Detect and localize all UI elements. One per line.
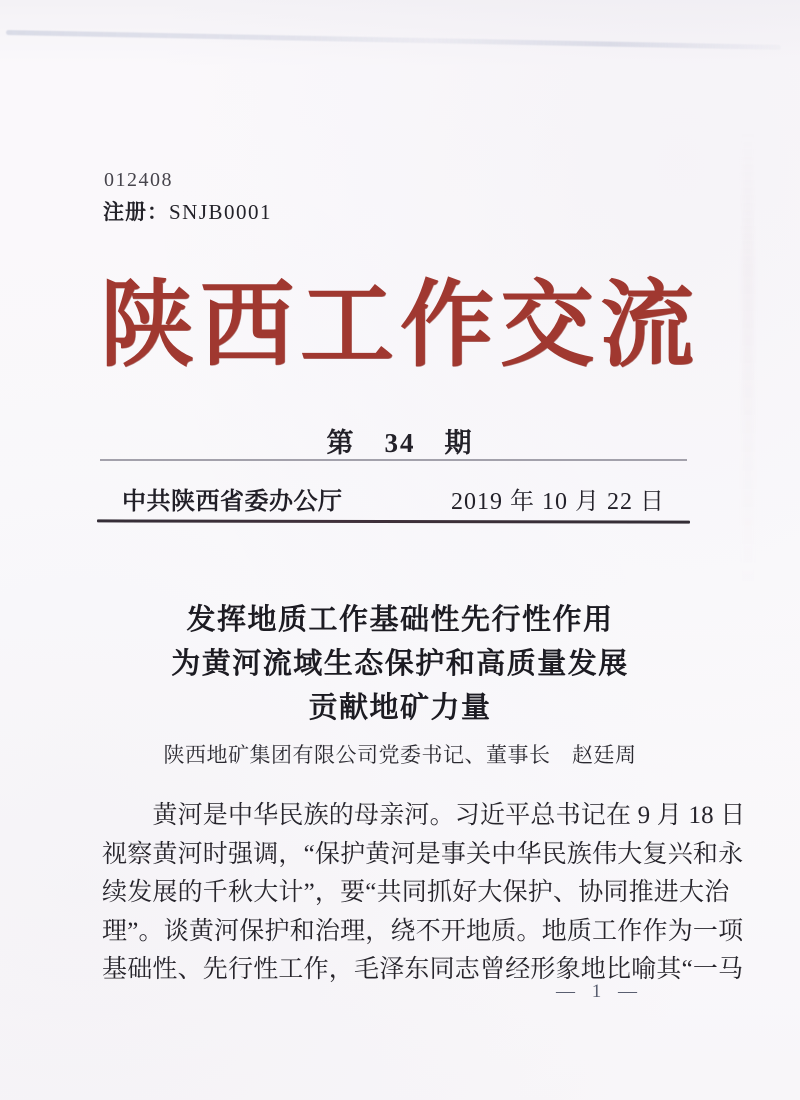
registration-label: 注册： (103, 200, 169, 224)
article-title-line-3: 贡献地矿力量 (308, 692, 492, 724)
registration-line (103, 196, 272, 226)
article-byline: 陕西地矿集团有限公司党委书记、董事长 赵廷周 (163, 743, 637, 767)
header-rule-thick (97, 519, 690, 523)
body-line-2: 视察黄河时强调，“保护黄河是事关中华民族伟大复兴和永 (102, 840, 744, 868)
header-rule-thin (100, 459, 687, 461)
document-serial-number: 012408 (104, 169, 173, 191)
publisher-row (100, 478, 689, 518)
body-line-3: 续发展的千秋大计”，要“共同抓好大保护、协同推进大治 (102, 879, 730, 907)
article-title-line-2: 为黄河流域生态保护和高质量发展 (171, 648, 629, 680)
article-body (102, 797, 746, 990)
body-line-5: 基础性、先行性工作，毛泽东同志曾经形象地比喻其“一马 (102, 956, 744, 984)
page-number: — 1 — (556, 981, 643, 1002)
article-title (0, 598, 800, 730)
publication-date: 2019 年 10 月 22 日 (451, 488, 665, 515)
issue-number: 第 34 期 (326, 428, 474, 458)
article-title-line-1: 发挥地质工作基础性先行性作用 (186, 604, 614, 636)
body-line-1: 黄河是中华民族的母亲河。习近平总书记在 9 月 18 日 (102, 802, 746, 829)
body-line-4: 理”。谈黄河保护和治理，绕不开地质。地质工作作为一项 (102, 917, 744, 945)
newsletter-title: 陕西工作交流 (99, 274, 700, 378)
scan-fold-line (6, 30, 781, 50)
registration-code: SNJB0001 (169, 200, 273, 224)
publisher-name: 中共陕西省委办公厅 (122, 488, 343, 515)
